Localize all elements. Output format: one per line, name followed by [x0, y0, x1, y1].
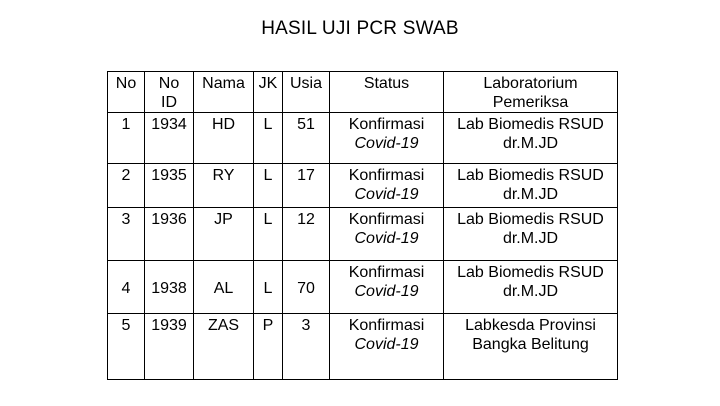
- cell-nama: JP: [194, 208, 254, 261]
- cell-jk: P: [254, 314, 283, 380]
- cell-status: [330, 164, 444, 208]
- cell-nama: RY: [194, 164, 254, 208]
- status-label: Konfirmasi: [348, 211, 425, 228]
- table-header-row: [108, 72, 618, 113]
- cell-status: [330, 208, 444, 261]
- cell-usia: 70: [283, 261, 330, 314]
- lab-line1: Labkesda Provinsi: [465, 317, 596, 334]
- cell-id: 1938: [145, 261, 194, 314]
- cell-nama: ZAS: [194, 314, 254, 380]
- lab-line2: dr.M.JD: [502, 230, 559, 247]
- cell-lab: [444, 208, 618, 261]
- cell-status: [330, 314, 444, 380]
- cell-jk: L: [254, 208, 283, 261]
- table-row: [108, 113, 618, 164]
- header-status: Status: [330, 72, 444, 113]
- cell-no: 3: [108, 208, 145, 261]
- cell-status: [330, 261, 444, 314]
- status-label: Konfirmasi: [348, 317, 425, 334]
- cell-jk: L: [254, 261, 283, 314]
- header-jk: JK: [254, 72, 283, 113]
- status-label: Konfirmasi: [348, 264, 425, 281]
- lab-line2: dr.M.JD: [502, 135, 559, 152]
- lab-line1: Lab Biomedis RSUD: [457, 116, 604, 133]
- status-label: Konfirmasi: [348, 116, 425, 133]
- lab-line2: Bangka Belitung: [472, 336, 589, 353]
- header-no: No: [108, 72, 145, 113]
- status-disease: Covid-19: [354, 336, 419, 353]
- cell-jk: L: [254, 113, 283, 164]
- pcr-results-table: [107, 71, 618, 380]
- header-lab-line1: Laboratorium: [483, 75, 578, 92]
- cell-nama: AL: [194, 261, 254, 314]
- status-disease: Covid-19: [354, 230, 419, 247]
- cell-id: 1935: [145, 164, 194, 208]
- header-no-id: [145, 72, 194, 113]
- lab-line2: dr.M.JD: [502, 283, 559, 300]
- table-row: [108, 208, 618, 261]
- cell-status: [330, 113, 444, 164]
- lab-line1: Lab Biomedis RSUD: [457, 167, 604, 184]
- status-disease: Covid-19: [354, 135, 419, 152]
- cell-no: 4: [108, 261, 145, 314]
- cell-usia: 12: [283, 208, 330, 261]
- cell-id: 1936: [145, 208, 194, 261]
- lab-line1: Lab Biomedis RSUD: [457, 211, 604, 228]
- cell-usia: 17: [283, 164, 330, 208]
- lab-line2: dr.M.JD: [502, 186, 559, 203]
- cell-nama: HD: [194, 113, 254, 164]
- cell-no: 2: [108, 164, 145, 208]
- cell-lab: [444, 164, 618, 208]
- cell-no: 1: [108, 113, 145, 164]
- header-nama: Nama: [194, 72, 254, 113]
- table-row: [108, 164, 618, 208]
- cell-id: 1934: [145, 113, 194, 164]
- header-usia: Usia: [283, 72, 330, 113]
- table-row: [108, 261, 618, 314]
- header-lab-line2: Pemeriksa: [492, 94, 569, 111]
- cell-lab: [444, 261, 618, 314]
- table-row: [108, 314, 618, 380]
- cell-lab: [444, 314, 618, 380]
- header-laboratorium: [444, 72, 618, 113]
- cell-no: 5: [108, 314, 145, 380]
- page-title: HASIL UJI PCR SWAB: [261, 18, 459, 39]
- cell-id: 1939: [145, 314, 194, 380]
- header-no-id-line2: ID: [161, 94, 177, 111]
- status-disease: Covid-19: [354, 283, 419, 300]
- status-disease: Covid-19: [354, 186, 419, 203]
- lab-line1: Lab Biomedis RSUD: [457, 264, 604, 281]
- status-label: Konfirmasi: [348, 167, 425, 184]
- cell-jk: L: [254, 164, 283, 208]
- cell-lab: [444, 113, 618, 164]
- cell-usia: 51: [283, 113, 330, 164]
- header-no-id-line1: No: [158, 75, 180, 92]
- cell-usia: 3: [283, 314, 330, 380]
